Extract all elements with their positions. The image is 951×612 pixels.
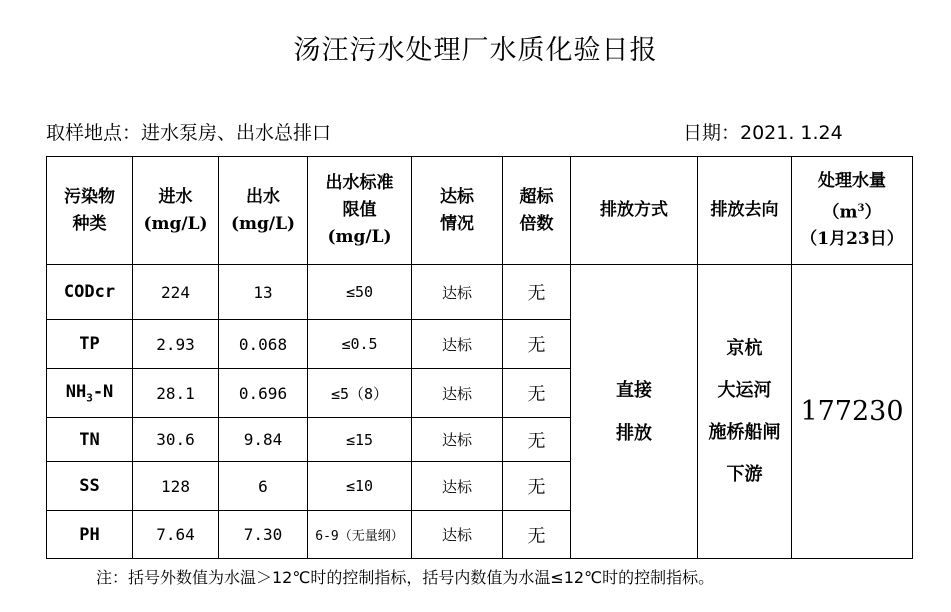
pollutant-name: CODcr: [47, 265, 133, 320]
exceed-value: 无: [503, 369, 571, 418]
outflow-value: 0.068: [219, 320, 308, 369]
pollutant-name: $NH_3-N$: [47, 369, 133, 418]
outflow-value: 0.696: [219, 369, 308, 418]
inflow-value: 224: [133, 265, 219, 320]
pollutant-name: PH: [47, 511, 133, 559]
exceed-value: 无: [503, 418, 571, 462]
header-standard: 出水标准 限值 (mg/L): [308, 157, 412, 265]
sampling-location: 取样地点：进水泵房、出水总排口: [46, 122, 332, 144]
exceed-value: 无: [503, 462, 571, 511]
header-status: 达标 情况: [412, 157, 503, 265]
standard-limit: ≤5（8）: [308, 369, 412, 418]
pollutant-name: TN: [47, 418, 133, 462]
inflow-value: 2.93: [133, 320, 219, 369]
header-exceed: 超标 倍数: [503, 157, 571, 265]
outflow-value: 6: [219, 462, 308, 511]
discharge-destination: 京杭 大运河 施桥船闸 下游: [698, 265, 792, 559]
standard-limit: ≤15: [308, 418, 412, 462]
inflow-value: 128: [133, 462, 219, 511]
standard-limit: ≤50: [308, 265, 412, 320]
exceed-value: 无: [503, 511, 571, 559]
header-discharge-dest: 排放去向: [698, 157, 792, 265]
status-value: 达标: [412, 511, 503, 559]
outflow-value: 9.84: [219, 418, 308, 462]
standard-limit: ≤10: [308, 462, 412, 511]
water-quality-table: [46, 156, 913, 559]
standard-limit: 6-9（无量纲）: [308, 511, 412, 559]
status-value: 达标: [412, 369, 503, 418]
standard-limit: ≤0.5: [308, 320, 412, 369]
header-volume: 处理水量 $(m^3)$ （1月23日）: [792, 157, 913, 265]
outflow-value: 13: [219, 265, 308, 320]
pollutant-name: SS: [47, 462, 133, 511]
discharge-method: 直接 排放: [571, 265, 698, 559]
report-title: 汤汪污水处理厂水质化验日报: [293, 35, 658, 66]
inflow-value: 7.64: [133, 511, 219, 559]
exceed-value: 无: [503, 265, 571, 320]
outflow-value: 7.30: [219, 511, 308, 559]
pollutant-name: TP: [47, 320, 133, 369]
header-discharge-method: 排放方式: [571, 157, 698, 265]
table-header-row: [47, 157, 913, 265]
status-value: 达标: [412, 462, 503, 511]
report-date: 日期：2021. 1.24: [683, 122, 843, 144]
treated-volume: 177230: [792, 265, 913, 559]
table-row: [47, 265, 913, 320]
header-inflow: 进水 (mg/L): [133, 157, 219, 265]
header-outflow: 出水 (mg/L): [219, 157, 308, 265]
status-value: 达标: [412, 265, 503, 320]
header-pollutant: 污染物 种类: [47, 157, 133, 265]
footnote: 注：括号外数值为水温＞12℃时的控制指标，括号内数值为水温≤12℃时的控制指标。: [96, 568, 715, 587]
inflow-value: 28.1: [133, 369, 219, 418]
exceed-value: 无: [503, 320, 571, 369]
status-value: 达标: [412, 418, 503, 462]
status-value: 达标: [412, 320, 503, 369]
inflow-value: 30.6: [133, 418, 219, 462]
